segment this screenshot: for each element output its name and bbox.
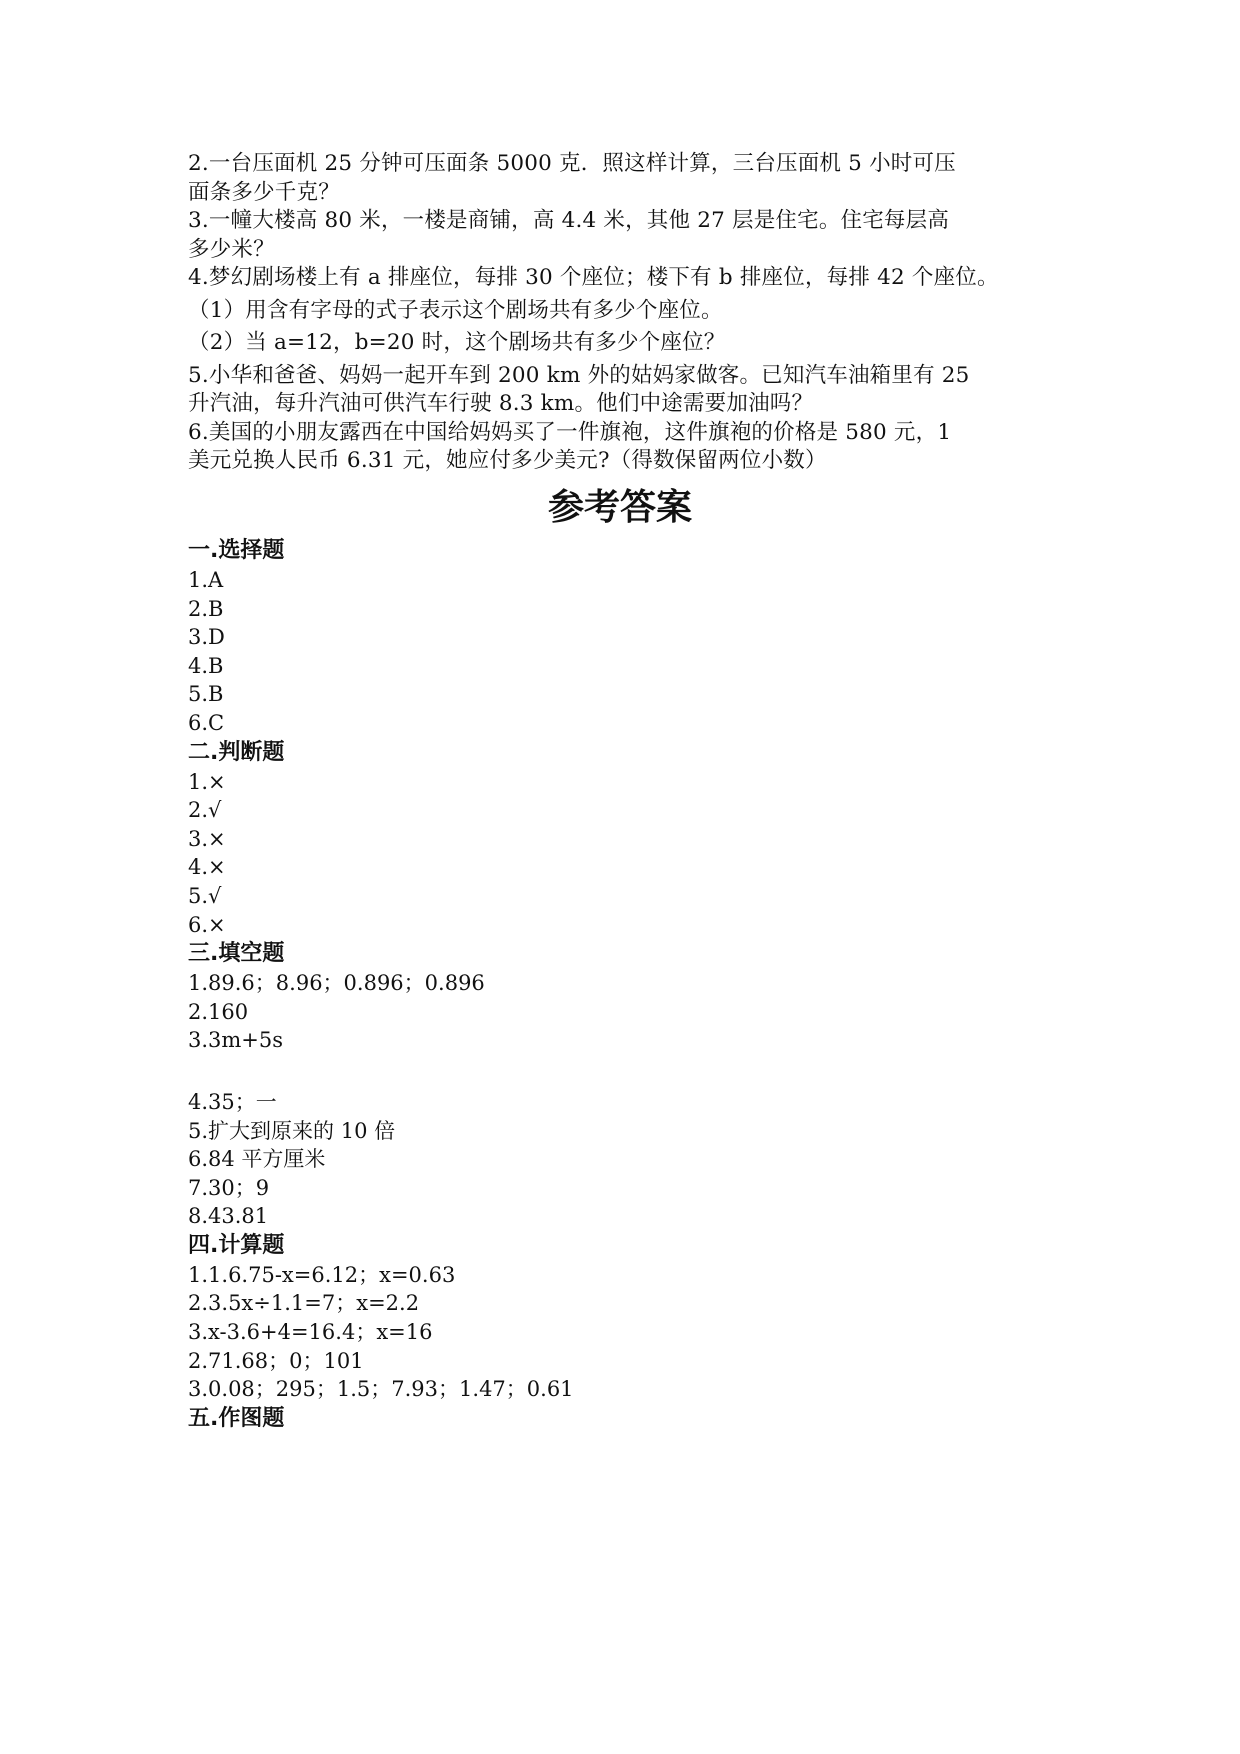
answer-item: 3.0.08；295；1.5；7.93；1.47；0.61 — [188, 1377, 574, 1402]
problem-4-part-2: （2）当 a=12，b=20 时，这个剧场共有多少个座位？ — [188, 330, 726, 355]
problem-2-line-1: 2.一台压面机 25 分钟可压面条 5000 克．照这样计算，三台压面机 5 小时可压 — [188, 151, 956, 176]
answer-item: 1.89.6；8.96；0.896；0.896 — [188, 971, 485, 996]
section-heading-calc: 四.计算题 — [188, 1232, 285, 1258]
section-heading-draw: 五.作图题 — [188, 1405, 285, 1431]
answer-item: 6.C — [188, 710, 225, 735]
section-heading-fill: 三.填空题 — [188, 941, 285, 967]
answer-item: 2.√ — [188, 798, 222, 823]
problem-4-line-1: 4.梦幻剧场楼上有 a 排座位，每排 30 个座位；楼下有 b 排座位，每排 42 个座位。 — [188, 265, 999, 290]
blank-spacer — [188, 1055, 1088, 1088]
answer-item: 2.160 — [188, 999, 249, 1024]
problem-6-line-1: 6.美国的小朋友露西在中国给妈妈买了一件旗袍，这件旗袍的价格是 580 元，1 — [188, 419, 952, 445]
answer-item: 4.× — [188, 855, 226, 880]
problem-5-line-1: 5.小华和爸爸、妈妈一起开车到 200 km 外的姑妈家做客。已知汽车油箱里有 25 — [188, 362, 970, 388]
answer-item: 8.43.81 — [188, 1204, 269, 1229]
problem-3-line-2: 多少米？ — [188, 236, 275, 262]
section-heading-choice: 一.选择题 — [188, 538, 285, 563]
answer-item: 3.3m+5s — [188, 1028, 284, 1053]
problem-4-part-1: （1）用含有字母的式子表示这个剧场共有多少个座位。 — [188, 297, 723, 323]
answer-item: 3.x-3.6+4=16.4；x=16 — [188, 1320, 433, 1345]
answer-item: 6.× — [188, 912, 226, 937]
answer-item: 2.B — [188, 596, 224, 621]
answer-key — [188, 536, 1088, 1434]
problem-2-line-2: 面条多少千克？ — [188, 179, 340, 205]
answer-item: 1.1.6.75-x=6.12；x=0.63 — [188, 1262, 456, 1287]
problem-5-line-2: 升汽油，每升汽油可供汽车行驶 8.3 km。他们中途需要加油吗？ — [188, 391, 814, 416]
answers-title: 参考答案 — [547, 487, 692, 528]
word-problems — [188, 150, 1088, 476]
answer-item: 7.30；9 — [188, 1175, 270, 1200]
answer-item: 5.√ — [188, 883, 222, 908]
answer-item: 5.扩大到原来的 10 倍 — [188, 1118, 396, 1143]
answer-item: 3.× — [188, 826, 226, 851]
answer-item: 1.× — [188, 769, 226, 794]
problem-6-line-2: 美元兑换人民币 6.31 元，她应付多少美元?（得数保留两位小数） — [188, 448, 827, 473]
answer-item: 2.3.5x÷1.1=7；x=2.2 — [188, 1291, 420, 1316]
answer-item: 4.35；一 — [188, 1089, 277, 1114]
answer-item: 4.B — [188, 653, 224, 678]
answer-item: 3.D — [188, 625, 225, 650]
answer-item: 6.84 平方厘米 — [188, 1147, 326, 1172]
problem-3-line-1: 3.一幢大楼高 80 米，一楼是商铺，高 4.4 米，其他 27 层是住宅。住宅每层高 — [188, 208, 950, 233]
answer-item: 5.B — [188, 682, 224, 707]
answer-item: 2.71.68；0；101 — [188, 1348, 364, 1373]
section-heading-judge: 二.判断题 — [188, 739, 285, 765]
answer-item: 1.A — [188, 568, 224, 592]
